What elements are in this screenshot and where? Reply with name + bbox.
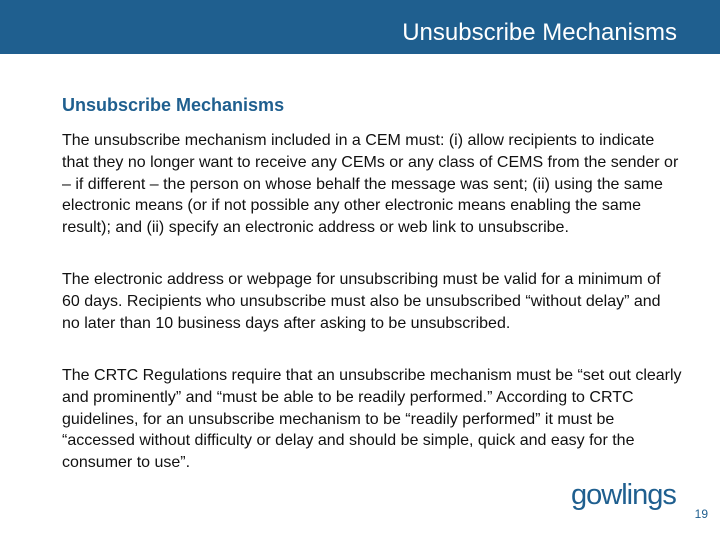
header-bar xyxy=(0,0,720,54)
body-paragraph-3: The CRTC Regulations require that an unsubscribe mechanism must be “set out clearly and prominently” and “must be able to be readily performed.” According to CRTC guidelines, for an unsubscribe mechanism to be “readily performed” it must be “accessed without difficulty or delay and should be simple, quick and easy for the consumer to use”. xyxy=(62,367,682,472)
slide-heading: Unsubscribe Mechanisms xyxy=(62,95,285,115)
gowlings-logo xyxy=(569,474,687,522)
header-title: Unsubscribe Mechanisms xyxy=(402,19,677,46)
page-number: 19 xyxy=(694,507,708,521)
body-paragraph-1: The unsubscribe mechanism included in a CEM must: (i) allow recipients to indicate that they no longer want to receive any CEMs or any class of CEMS from the sender or – if different – the person on whose behalf the message was sent; (ii) using the same electronic means (or if not possible any other electronic means enabling the same result); and (ii) specify an electronic address or web link to unsubscribe. xyxy=(62,132,679,237)
body-paragraph-2: The electronic address or webpage for unsubscribing must be valid for a minimum of 60 days. Recipients who unsubscribe must also be unsubscribed “without delay” and no later than 10 business days after asking to be unsubscribed. xyxy=(62,271,661,332)
svg-text:gowlings: gowlings xyxy=(571,479,676,511)
